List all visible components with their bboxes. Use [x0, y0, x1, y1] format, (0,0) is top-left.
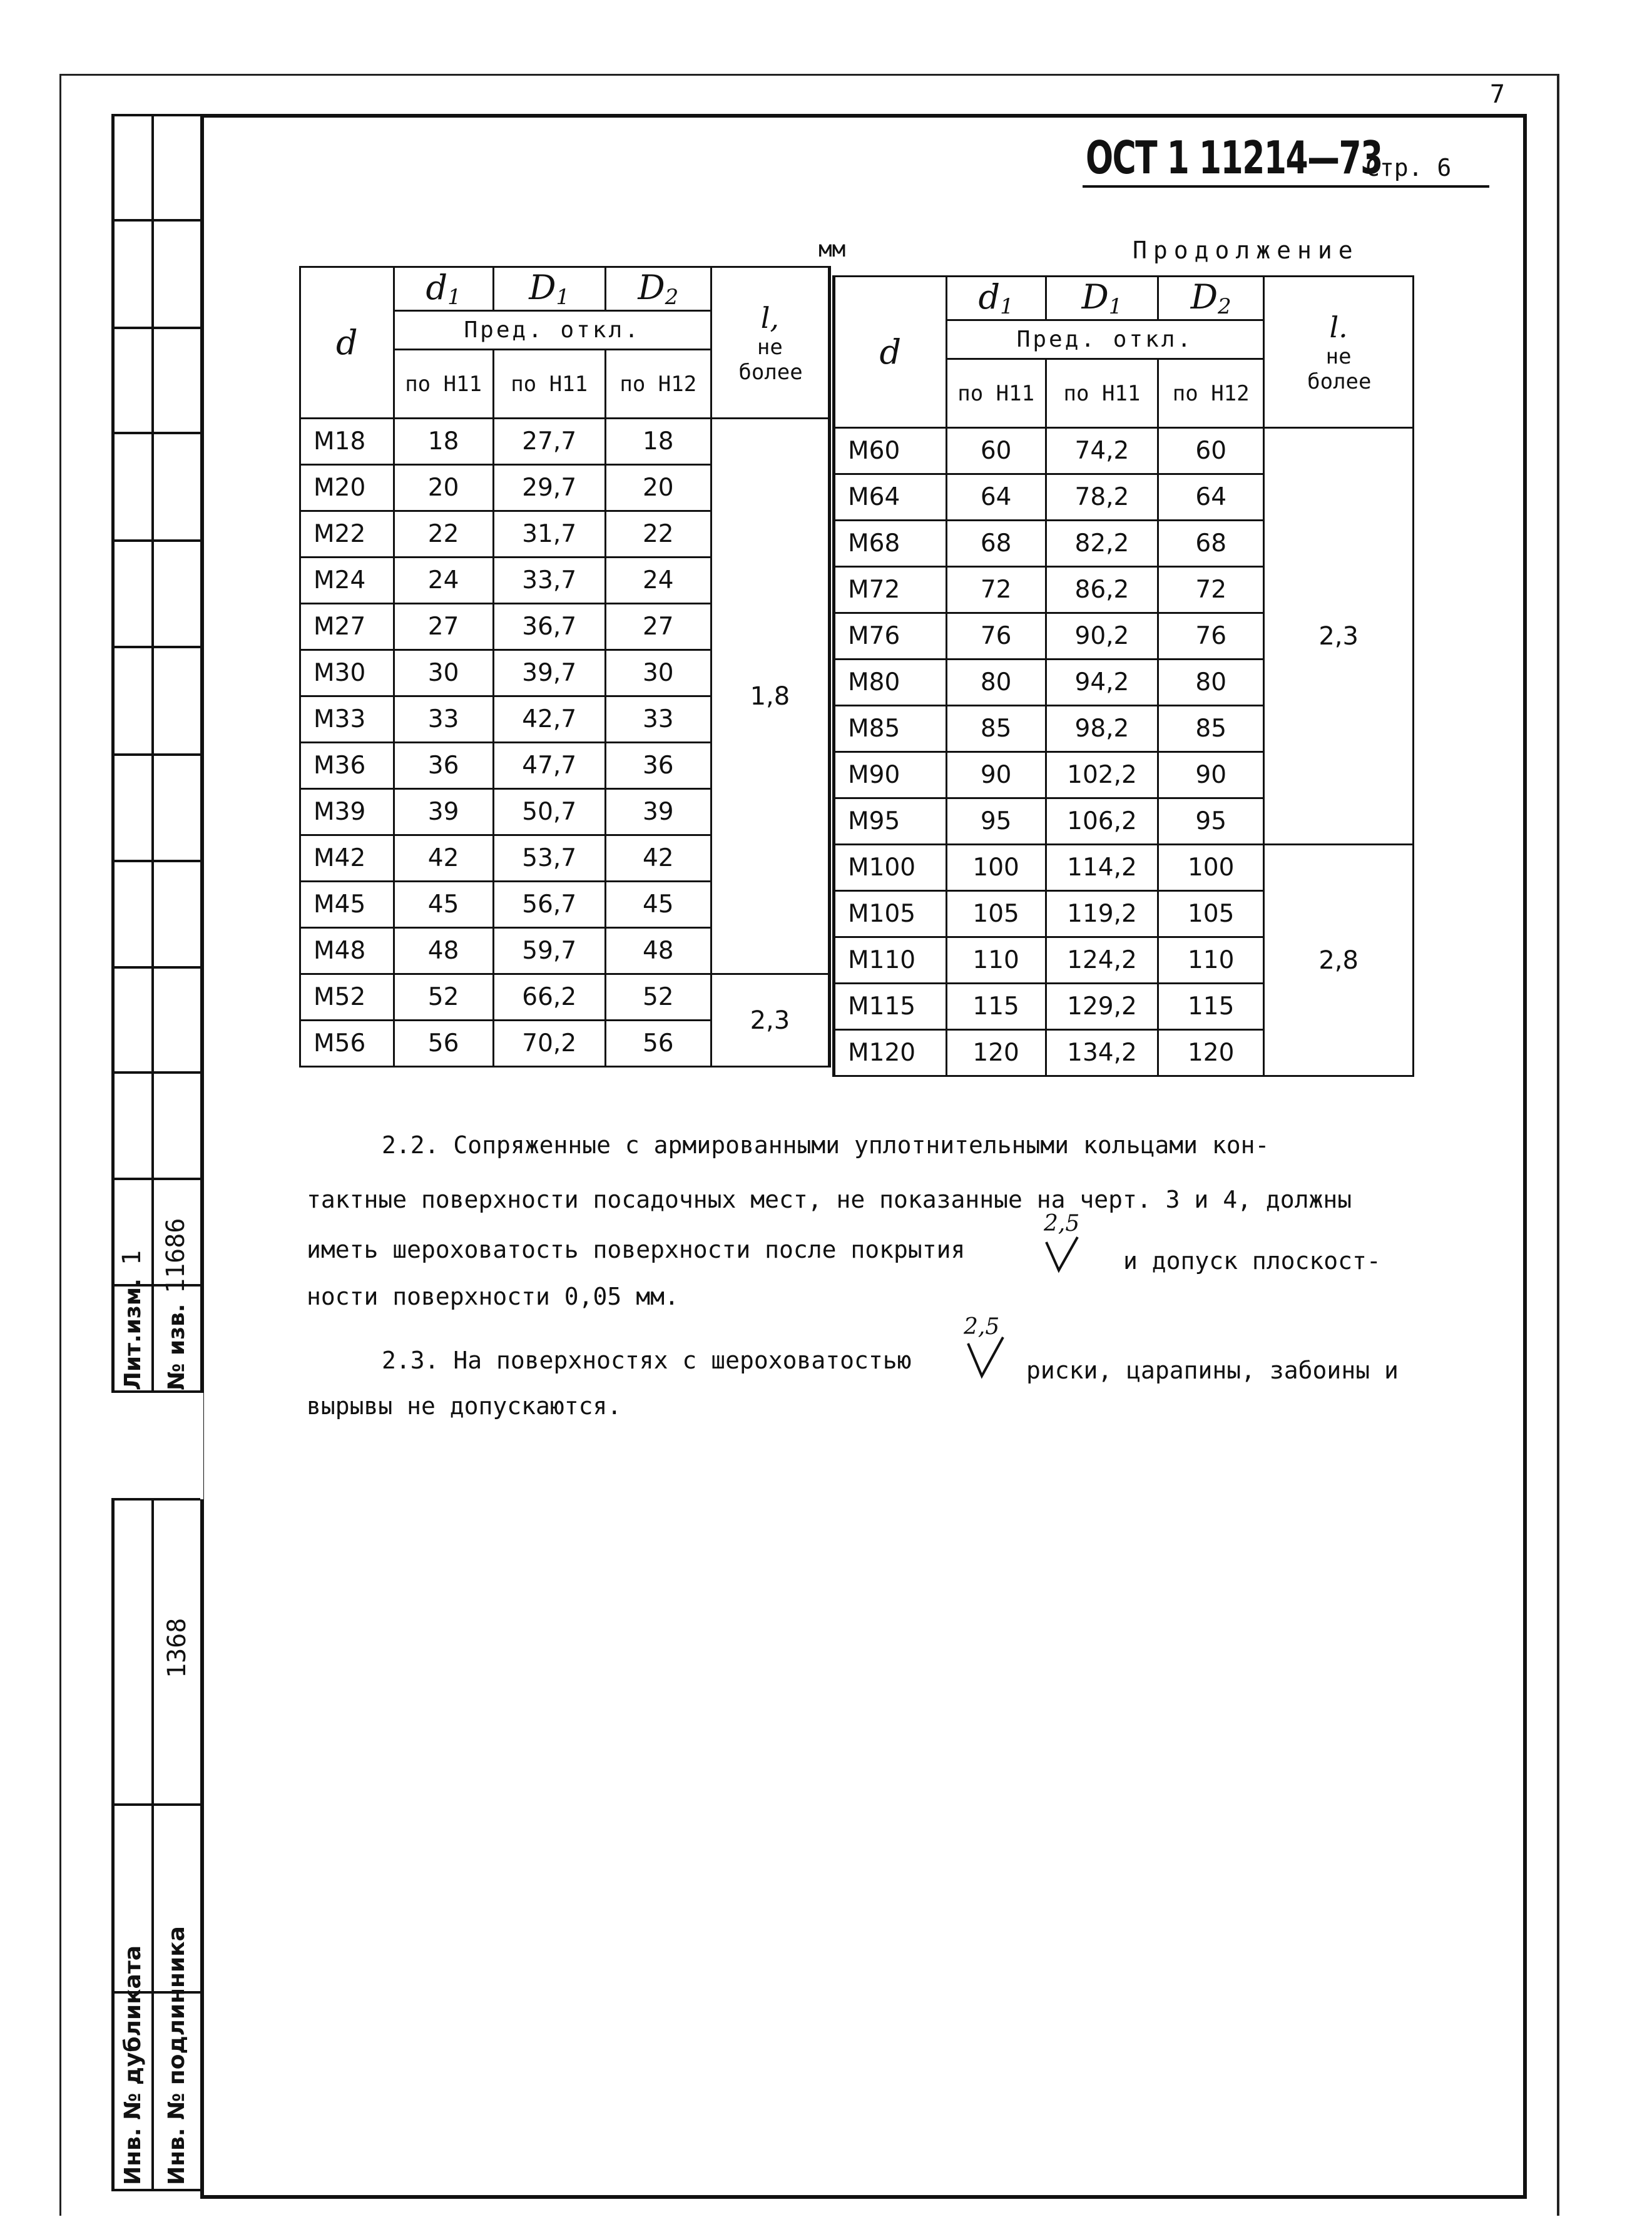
cell-d: М68: [834, 521, 947, 567]
cell-D2: 100: [1158, 845, 1264, 891]
cell-d: М20: [300, 465, 394, 511]
tol-D2: по Н12: [605, 350, 711, 419]
cell-D1: 106,2: [1046, 798, 1158, 845]
header-underline: [1083, 185, 1489, 188]
header-d: d: [300, 267, 394, 419]
inv-podl-label: Инв. № подлинника: [164, 1926, 190, 2185]
cell-d: М52: [300, 974, 394, 1021]
cell-D2: 64: [1158, 474, 1264, 521]
cell-l-group-2: 2,3: [711, 974, 829, 1067]
para-2-3-line-1a: 2.3. На поверхностях с шероховатостью: [382, 1347, 912, 1374]
para-2-2-line-1: 2.2. Сопряженные с армированными уплотнительными кольцами кон-: [382, 1131, 1270, 1159]
table-row: [300, 419, 830, 465]
cell-D2: 42: [605, 835, 711, 882]
cell-D2: 39: [605, 789, 711, 835]
no-izv-value: 11686: [161, 1218, 190, 1293]
header-d1: d1: [946, 277, 1046, 320]
cell-D2: 115: [1158, 984, 1264, 1030]
cell-d1: 52: [394, 974, 493, 1021]
page-number: 7: [1489, 80, 1505, 109]
cell-D1: 59,7: [493, 928, 605, 974]
cell-D1: 98,2: [1046, 706, 1158, 752]
cell-d1: 48: [394, 928, 493, 974]
roughness-icon: [967, 1336, 1017, 1380]
header-d: d: [834, 277, 947, 428]
cell-d: М90: [834, 752, 947, 798]
cell-D1: 27,7: [493, 419, 605, 465]
cell-d: М100: [834, 845, 947, 891]
cell-D1: 90,2: [1046, 613, 1158, 660]
cell-D1: 114,2: [1046, 845, 1158, 891]
cell-D2: 105: [1158, 891, 1264, 937]
cell-d1: 42: [394, 835, 493, 882]
cell-d1: 22: [394, 511, 493, 558]
cell-d: М39: [300, 789, 394, 835]
cell-D1: 36,7: [493, 604, 605, 650]
cell-D2: 110: [1158, 937, 1264, 984]
cell-D1: 78,2: [1046, 474, 1158, 521]
cell-d: М45: [300, 882, 394, 928]
lit-izm-value: 1: [118, 1250, 146, 1265]
cell-d: М36: [300, 743, 394, 789]
cell-D2: 18: [605, 419, 711, 465]
cell-d: М30: [300, 650, 394, 696]
cell-D1: 119,2: [1046, 891, 1158, 937]
inv-podl-value: 1368: [163, 1618, 191, 1678]
cell-d1: 80: [946, 660, 1046, 706]
cell-d: М95: [834, 798, 947, 845]
cell-d1: 18: [394, 419, 493, 465]
spec-table-right: [832, 275, 1414, 1077]
cell-d1: 39: [394, 789, 493, 835]
cell-d1: 64: [946, 474, 1046, 521]
margin-column-1: [111, 114, 154, 2191]
cell-d: М64: [834, 474, 947, 521]
header-d1: d1: [394, 267, 493, 311]
tol-d1: по Н11: [946, 359, 1046, 428]
cell-D2: 60: [1158, 428, 1264, 474]
cell-d1: 33: [394, 696, 493, 743]
cell-D1: 50,7: [493, 789, 605, 835]
cell-d: М105: [834, 891, 947, 937]
para-2-3-line-1b: риски, царапины, забоины и: [1026, 1357, 1399, 1384]
para-2-3-line-2: вырывы не допускаются.: [307, 1392, 622, 1420]
cell-D1: 124,2: [1046, 937, 1158, 984]
cell-D1: 70,2: [493, 1021, 605, 1067]
tol-D2: по Н12: [1158, 359, 1264, 428]
cell-D1: 134,2: [1046, 1030, 1158, 1076]
cell-d1: 100: [946, 845, 1046, 891]
cell-D2: 72: [1158, 567, 1264, 613]
cell-d1: 105: [946, 891, 1046, 937]
cell-D1: 33,7: [493, 558, 605, 604]
document-code: ОСТ 1 11214—73: [1086, 131, 1382, 184]
cell-D2: 20: [605, 465, 711, 511]
cell-D1: 42,7: [493, 696, 605, 743]
cell-d: М22: [300, 511, 394, 558]
para-2-2-line-2: тактные поверхности посадочных мест, не показанные на черт. 3 и 4, должны: [307, 1186, 1352, 1213]
header-D1: D1: [493, 267, 605, 311]
cell-d: М85: [834, 706, 947, 752]
cell-d: М18: [300, 419, 394, 465]
margin-strip: [111, 114, 200, 2191]
inv-dubl-label: Инв. № дубликата: [120, 1945, 146, 2185]
cell-d1: 85: [946, 706, 1046, 752]
cell-D2: 24: [605, 558, 711, 604]
cell-D2: 80: [1158, 660, 1264, 706]
roughness-icon: [1045, 1236, 1095, 1273]
header-tolerance: Пред. откл.: [394, 311, 711, 350]
cell-d1: 90: [946, 752, 1046, 798]
cell-d: М42: [300, 835, 394, 882]
cell-d1: 45: [394, 882, 493, 928]
cell-D2: 85: [1158, 706, 1264, 752]
lit-izm-label: Лит.изм.: [120, 1278, 146, 1390]
cell-D1: 102,2: [1046, 752, 1158, 798]
cell-D1: 129,2: [1046, 984, 1158, 1030]
cell-l-group-2: 2,8: [1264, 845, 1414, 1076]
cell-d1: 72: [946, 567, 1046, 613]
cell-d: М120: [834, 1030, 947, 1076]
header-tolerance: Пред. откл.: [946, 320, 1264, 359]
roughness-value: 2,5: [964, 1314, 1000, 1340]
cell-D2: 33: [605, 696, 711, 743]
cell-D2: 56: [605, 1021, 711, 1067]
cell-D1: 82,2: [1046, 521, 1158, 567]
cell-D1: 86,2: [1046, 567, 1158, 613]
header-l: l. не более: [1264, 277, 1414, 428]
cell-d1: 27: [394, 604, 493, 650]
cell-D2: 68: [1158, 521, 1264, 567]
cell-D1: 74,2: [1046, 428, 1158, 474]
cell-d: М80: [834, 660, 947, 706]
cell-D2: 52: [605, 974, 711, 1021]
cell-D1: 29,7: [493, 465, 605, 511]
no-izv-label: № изв.: [164, 1303, 190, 1390]
cell-d: М27: [300, 604, 394, 650]
header-D1: D1: [1046, 277, 1158, 320]
cell-d1: 68: [946, 521, 1046, 567]
cell-D2: 120: [1158, 1030, 1264, 1076]
cell-d: М33: [300, 696, 394, 743]
cell-D1: 31,7: [493, 511, 605, 558]
cell-d1: 60: [946, 428, 1046, 474]
cell-D2: 45: [605, 882, 711, 928]
cell-D2: 22: [605, 511, 711, 558]
cell-d: М76: [834, 613, 947, 660]
header-l: l, не более: [711, 267, 829, 419]
cell-d: М115: [834, 984, 947, 1030]
table-row: [300, 974, 830, 1021]
cell-D1: 56,7: [493, 882, 605, 928]
unit-label: мм: [818, 237, 846, 262]
cell-d1: 110: [946, 937, 1046, 984]
cell-d: М48: [300, 928, 394, 974]
page-label: Стр. 6: [1365, 154, 1452, 181]
continuation-label: Продолжение: [1133, 237, 1359, 264]
roughness-value: 2,5: [1044, 1211, 1080, 1236]
cell-d1: 24: [394, 558, 493, 604]
cell-D2: 76: [1158, 613, 1264, 660]
cell-d1: 115: [946, 984, 1046, 1030]
cell-d: М56: [300, 1021, 394, 1067]
cell-d: М60: [834, 428, 947, 474]
margin-column-2: [154, 114, 200, 2191]
tol-D1: по Н11: [1046, 359, 1158, 428]
cell-d: М110: [834, 937, 947, 984]
cell-d1: 36: [394, 743, 493, 789]
table-row: [834, 845, 1414, 891]
table-row: [834, 428, 1414, 474]
tol-D1: по Н11: [493, 350, 605, 419]
para-2-2-line-3b: и допуск плоскост-: [1123, 1247, 1381, 1275]
cell-D2: 30: [605, 650, 711, 696]
cell-d: М72: [834, 567, 947, 613]
header-D2: D2: [1158, 277, 1264, 320]
cell-d1: 20: [394, 465, 493, 511]
cell-D2: 36: [605, 743, 711, 789]
cell-D2: 90: [1158, 752, 1264, 798]
cell-D1: 66,2: [493, 974, 605, 1021]
cell-d1: 56: [394, 1021, 493, 1067]
para-2-2-line-4: ности поверхности 0,05 мм.: [307, 1283, 679, 1310]
spec-table-left: [299, 266, 831, 1068]
cell-D2: 48: [605, 928, 711, 974]
cell-d1: 95: [946, 798, 1046, 845]
cell-l-group-1: 2,3: [1264, 428, 1414, 845]
cell-D1: 39,7: [493, 650, 605, 696]
tol-d1: по Н11: [394, 350, 493, 419]
cell-d: М24: [300, 558, 394, 604]
para-2-2-line-3a: иметь шероховатость поверхности после покрытия: [307, 1236, 966, 1263]
cell-d1: 30: [394, 650, 493, 696]
cell-D1: 47,7: [493, 743, 605, 789]
cell-l-group-1: 1,8: [711, 419, 829, 974]
header-D2: D2: [605, 267, 711, 311]
cell-D1: 94,2: [1046, 660, 1158, 706]
cell-d1: 76: [946, 613, 1046, 660]
cell-D2: 27: [605, 604, 711, 650]
cell-D1: 53,7: [493, 835, 605, 882]
cell-d1: 120: [946, 1030, 1046, 1076]
cell-D2: 95: [1158, 798, 1264, 845]
